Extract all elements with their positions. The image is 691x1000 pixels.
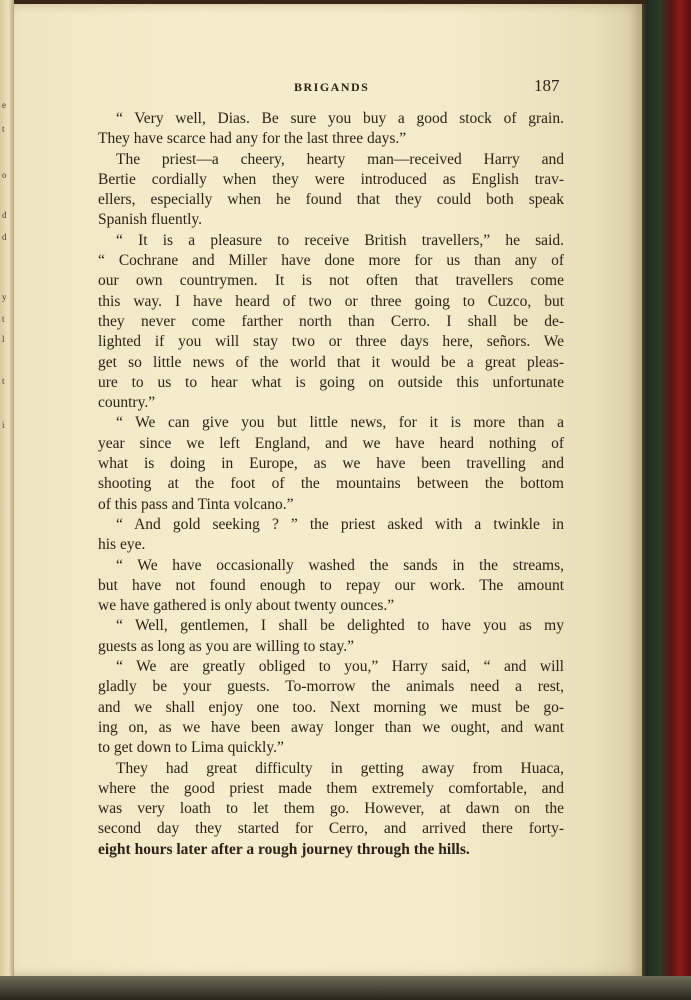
body-text (98, 109, 564, 860)
text-line: this way. I have heard of two or three going to Cuzco, but (98, 292, 564, 310)
page-number: 187 (534, 76, 560, 95)
text-line: “ We have occasionally washed the sands in the streams, (116, 556, 564, 574)
text-line: they never come farther north than Cerro. I shall be de- (98, 312, 564, 330)
margin-mark: t (2, 314, 5, 324)
text-line: our own countrymen. It is not often that travellers come (98, 272, 564, 290)
margin-mark: e (2, 100, 6, 110)
bottom-edge (0, 976, 691, 1000)
text-line: Spanish fluently. (98, 211, 203, 229)
text-line: year since we left England, and we have heard nothing of (98, 434, 564, 452)
text-line: of this pass and Tinta volcano.” (98, 495, 294, 513)
text-line: to get down to Lima quickly.” (98, 739, 284, 757)
text-line: his eye. (98, 536, 146, 554)
text-line: eight hours later after a rough journey through the hills. (98, 840, 470, 858)
text-line: “ We can give you but little news, for it is more than a (116, 414, 564, 432)
margin-mark: o (2, 170, 7, 180)
book-page (14, 4, 642, 976)
margin-mark: t (2, 124, 5, 134)
text-line: “ Cochrane and Miller have done more for us than any of (98, 252, 564, 270)
text-line: ing on, as we have been away longer than we ought, and want (98, 718, 564, 736)
margin-mark: t (2, 376, 5, 386)
page-header (14, 76, 642, 98)
text-line: They have scarce had any for the last three days.” (98, 130, 407, 148)
text-line: ure to us to hear what is going on outside this unfortunate (98, 373, 564, 391)
margin-mark: d (2, 210, 7, 220)
text-line: “ We are greatly obliged to you,” Harry said, “ and will (116, 658, 564, 676)
text-line: guests as long as you are willing to stay.” (98, 637, 354, 655)
text-line: what is doing in Europe, as we have been travelling and (98, 455, 564, 473)
text-line: shooting at the foot of the mountains between the bottom (98, 475, 564, 493)
text-line: lighted if you will stay two or three days here, señors. We (98, 333, 564, 351)
text-line: ellers, especially when he found that they could both speak (98, 191, 564, 209)
text-line: where the good priest made them extremely comfortable, and (98, 779, 564, 797)
text-line: and we shall enjoy one too. Next morning we must be go- (98, 698, 564, 716)
text-line: was very loath to let them go. However, at dawn on the (98, 800, 564, 818)
text-line: “ Well, gentlemen, I shall be delighted to have you as my (116, 617, 564, 635)
text-line: “ And gold seeking ? ” the priest asked with a twinkle in (116, 515, 564, 533)
margin-mark: y (2, 292, 7, 302)
text-line: get so little news of the world that it would be a great pleas- (98, 353, 564, 371)
margin-mark: l (2, 334, 5, 344)
text-line: The priest—a cheery, hearty man—received Harry and (116, 150, 564, 168)
text-line: gladly be your guests. To-morrow the animals need a rest, (98, 678, 564, 696)
text-line: we have gathered is only about twenty ounces.” (98, 597, 395, 615)
margin-mark: d (2, 232, 7, 242)
text-line: They had great difficulty in getting away from Huaca, (116, 759, 564, 777)
text-line: Bertie cordially when they were introduced as English trav- (98, 170, 564, 188)
left-page-bleed-letters (0, 0, 14, 1000)
text-line: “ It is a pleasure to receive British travellers,” he said. (116, 231, 564, 249)
text-line: country.” (98, 394, 156, 412)
running-head: BRIGANDS (294, 80, 370, 94)
book-spine (646, 0, 691, 1000)
text-line: second day they started for Cerro, and arrived there forty- (98, 820, 564, 838)
text-line: “ Very well, Dias. Be sure you buy a good stock of grain. (116, 110, 564, 127)
margin-mark: i (2, 420, 5, 430)
text-line: but have not found enough to repay our work. The amount (98, 576, 564, 594)
